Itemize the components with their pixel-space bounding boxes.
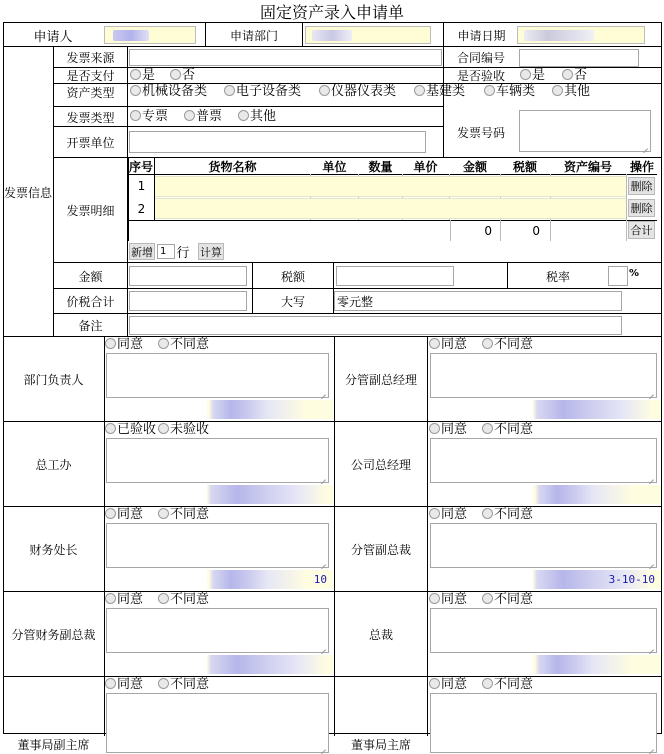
blurred-value — [312, 30, 352, 41]
date-label: 申请日期 — [457, 28, 506, 43]
approval-left-label: 分管财务副总裁 — [11, 628, 96, 642]
row-1-no: 1 — [137, 179, 146, 193]
remark-input[interactable] — [129, 316, 622, 335]
capital-value: 零元整 — [334, 291, 622, 311]
approval-left-option-2[interactable]: 不同意 — [158, 592, 209, 608]
invoice-type-radio-normal[interactable]: 普票 — [184, 109, 222, 125]
approval-left-date: 10 — [207, 570, 333, 589]
approval-left-label: 部门负责人 — [23, 373, 84, 387]
issuer-label: 开票单位 — [66, 135, 115, 150]
asset-type-radio-elec[interactable]: 电子设备类 — [224, 84, 301, 100]
approval-right-option-1[interactable]: 同意 — [429, 592, 467, 608]
col-header-name: 货物名称 — [208, 159, 257, 174]
total-label: 价税合计 — [66, 294, 115, 309]
row-1-delete-button[interactable]: 删除 — [628, 177, 655, 195]
approval-left-option-1[interactable]: 同意 — [105, 677, 143, 693]
approval-right-date: 3-10-10 — [533, 570, 661, 589]
row-unit-label: 行 — [176, 246, 190, 261]
amount-input[interactable] — [129, 266, 247, 286]
col-header-no: 序号 — [128, 159, 153, 174]
approval-right-option-1[interactable]: 同意 — [429, 507, 467, 523]
invoice-type-radio-other[interactable]: 其他 — [238, 109, 276, 125]
approval-right-label: 总裁 — [368, 628, 393, 642]
row-2-no: 2 — [137, 202, 146, 216]
approval-right-comment[interactable] — [430, 438, 657, 483]
asset-type-radio-mech[interactable]: 机械设备类 — [130, 84, 207, 100]
checked-yes-radio[interactable]: 是 — [520, 68, 545, 84]
approval-left-comment[interactable] — [106, 353, 329, 398]
approval-left-option-1[interactable]: 同意 — [105, 592, 143, 608]
approval-right-label: 分管副总裁 — [350, 543, 411, 557]
col-header-amount: 金额 — [462, 159, 487, 174]
paid-label: 是否支付 — [66, 69, 115, 83]
asset-type-radio-other[interactable]: 其他 — [552, 84, 590, 100]
blurred-value — [524, 30, 594, 41]
invoice-no-textarea[interactable] — [519, 110, 651, 152]
asset-type-label: 资产类型 — [66, 85, 115, 100]
invoice-type-radio-special[interactable]: 专票 — [130, 109, 168, 125]
dept-input[interactable] — [305, 26, 431, 44]
applicant-label: 申请人 — [33, 29, 73, 45]
tax-input[interactable] — [336, 266, 454, 286]
approval-right-comment[interactable] — [430, 608, 657, 653]
calc-button[interactable]: 计算 — [198, 243, 224, 260]
approval-left-option-2[interactable]: 不同意 — [158, 337, 209, 353]
approval-right-option-2[interactable]: 不同意 — [482, 592, 533, 608]
page-title: 固定资产录入申请单 — [259, 3, 404, 22]
approval-right-option-1[interactable]: 同意 — [429, 422, 467, 438]
approval-left-option-1[interactable]: 同意 — [105, 507, 143, 523]
asset-type-radio-infra[interactable]: 基建类 — [414, 84, 465, 100]
approval-right-date — [533, 485, 661, 504]
approval-right-comment[interactable] — [430, 693, 657, 753]
total-tax: 0 — [532, 223, 540, 238]
approval-left-comment[interactable] — [106, 608, 329, 653]
source-input[interactable] — [129, 49, 442, 66]
total-input[interactable] — [129, 291, 247, 311]
col-header-tax: 税额 — [512, 159, 537, 174]
approval-right-comment[interactable] — [430, 523, 657, 568]
source-label: 发票来源 — [66, 51, 115, 65]
approval-right-date — [533, 400, 661, 419]
approval-right-date — [533, 655, 661, 674]
approval-left-date — [207, 485, 333, 504]
percent-label: % — [628, 267, 640, 279]
approval-right-comment[interactable] — [430, 353, 657, 398]
asset-type-radio-vehicle[interactable]: 车辆类 — [484, 84, 535, 100]
contract-input[interactable] — [519, 49, 639, 67]
date-input[interactable] — [517, 26, 645, 44]
checked-label: 是否验收 — [456, 69, 505, 83]
approval-right-option-2[interactable]: 不同意 — [482, 422, 533, 438]
paid-no-radio[interactable]: 否 — [170, 68, 195, 84]
total-amount: 0 — [484, 223, 492, 238]
approval-left-option-2[interactable]: 不同意 — [158, 507, 209, 523]
approval-left-label: 董事局副主席 — [17, 738, 90, 752]
row-2-delete-button[interactable]: 删除 — [628, 199, 655, 217]
approval-right-label: 董事局主席 — [350, 738, 411, 752]
tax-rate-label: 税率 — [545, 269, 570, 284]
total-button[interactable]: 合计 — [628, 221, 655, 239]
paid-yes-radio[interactable]: 是 — [130, 68, 155, 84]
approval-right-option-1[interactable]: 同意 — [429, 677, 467, 693]
invoice-section-label: 发票信息 — [3, 185, 52, 200]
detail-table — [128, 158, 657, 241]
table-row[interactable] — [155, 176, 626, 197]
amount-label: 金额 — [78, 269, 103, 284]
approval-left-date — [207, 400, 333, 419]
capital-label: 大写 — [280, 294, 305, 309]
tax-rate-input[interactable] — [608, 266, 628, 286]
col-header-qty: 数量 — [368, 159, 393, 174]
approval-left-comment[interactable] — [106, 693, 329, 753]
col-header-price: 单价 — [413, 159, 438, 174]
col-header-asset-no: 资产编号 — [563, 159, 612, 174]
add-row-button[interactable]: 新增 — [129, 243, 155, 260]
table-row[interactable] — [155, 198, 626, 219]
invoice-no-label: 发票号码 — [456, 125, 505, 140]
approval-right-option-2[interactable]: 不同意 — [482, 337, 533, 353]
applicant-input[interactable] — [104, 26, 196, 44]
asset-type-radio-inst[interactable]: 仪器仪表类 — [319, 84, 396, 100]
col-header-action: 操作 — [629, 159, 654, 174]
col-header-unit: 单位 — [322, 159, 347, 174]
approval-left-comment[interactable] — [106, 438, 329, 483]
approval-left-comment[interactable] — [106, 523, 329, 568]
approval-left-date — [207, 655, 333, 674]
tax-label: 税额 — [280, 269, 305, 284]
approval-right-option-1[interactable]: 同意 — [429, 337, 467, 353]
approval-right-option-2[interactable]: 不同意 — [482, 507, 533, 523]
approval-left-option-2[interactable]: 未验收 — [158, 422, 209, 438]
approval-left-option-2[interactable]: 不同意 — [158, 677, 209, 693]
approval-left-option-1[interactable]: 同意 — [105, 337, 143, 353]
approval-left-label: 总工办 — [35, 458, 72, 472]
invoice-type-label: 发票类型 — [66, 110, 115, 125]
approval-right-label: 公司总经理 — [350, 458, 411, 472]
blurred-value — [113, 30, 149, 41]
approval-left-option-1[interactable]: 已验收 — [105, 422, 156, 438]
detail-label: 发票明细 — [66, 203, 115, 218]
add-count-input[interactable]: 1 — [157, 244, 175, 259]
checked-no-radio[interactable]: 否 — [562, 68, 587, 84]
approval-right-label: 分管副总经理 — [344, 373, 417, 387]
issuer-input[interactable] — [129, 131, 426, 153]
approval-right-option-2[interactable]: 不同意 — [482, 677, 533, 693]
approval-left-label: 财务处长 — [29, 543, 78, 557]
dept-label: 申请部门 — [229, 28, 278, 43]
contract-label: 合同编号 — [456, 51, 505, 65]
remark-label: 备注 — [78, 318, 103, 333]
